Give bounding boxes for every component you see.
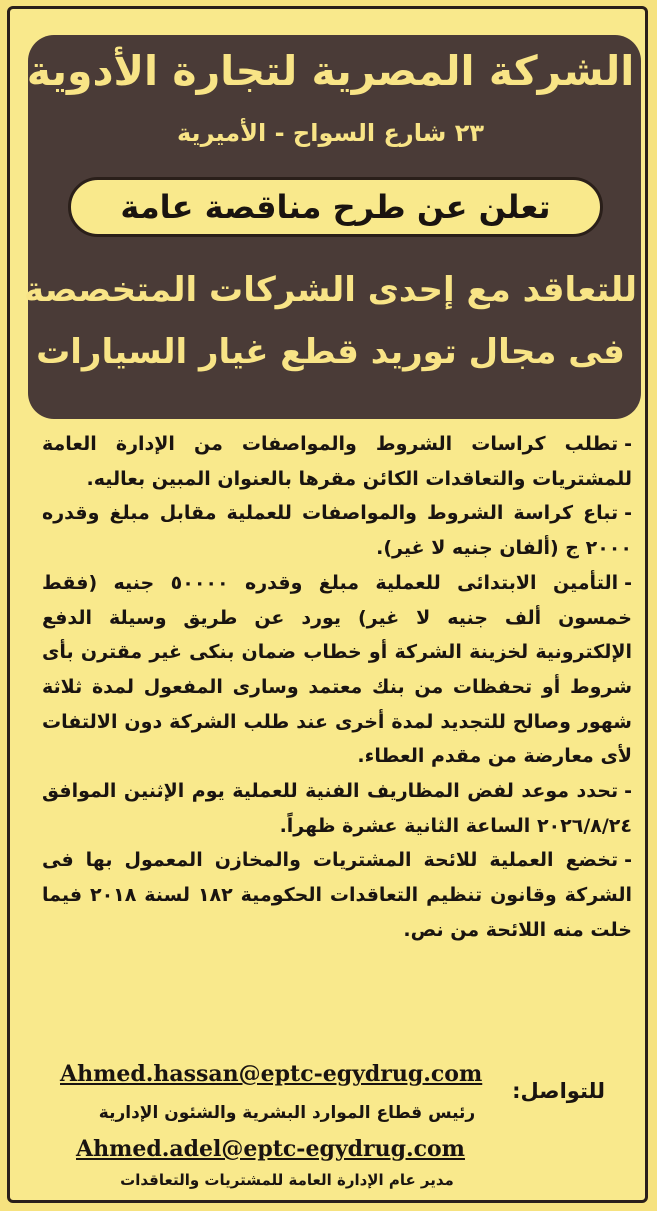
term-text: التأمين الابتدائى للعملية مبلغ وقدره ٥٠٠٠٠ جنيه (فقط خمسون ألف جنيه لا غير) يورد عن طريق وسيلة الدفع الإلكترونية لخزينة الشركة أو خطاب ضمان بنكى غير مقترن بأى شروط أو تحفظات من بنك معتمد وسارى المفعول لمدة ثلاثة شهور وصالح للتجديد لمدة أخرى عند طلب الشركة دون الالتفات لأى معارضة من مقدم العطاء.	[42, 571, 632, 768]
contact-role-2: مدير عام الإدارة العامة للمشتريات والتعاقدات	[120, 1171, 454, 1189]
company-name: الشركة المصرية لتجارة الأدوية	[26, 47, 635, 95]
contact-email-1[interactable]: Ahmed.hassan@eptc-egydrug.com	[60, 1061, 483, 1087]
term-text: تحدد موعد لفض المظاريف الفنية للعملية يوم الإثنين الموافق ٢٠٢٦/٨/٢٤ الساعة الثانية عشرة ظهراً.	[42, 780, 632, 837]
tender-purpose	[10, 259, 651, 383]
term-text: تباع كراسة الشروط والمواصفات للعملية مقابل مبلغ وقدره ٢٠٠٠ ج (ألفان جنيه لا غير).	[42, 502, 632, 560]
term-item: -تباع كراسة الشروط والمواصفات للعملية مقابل مبلغ وقدره ٢٠٠٠ ج (ألفان جنيه لا غير).	[42, 502, 632, 560]
announcement-banner: تعلن عن طرح مناقصة عامة	[68, 177, 603, 237]
tender-advertisement	[7, 6, 648, 1203]
contact-email-2[interactable]: Ahmed.adel@eptc-egydrug.com	[76, 1136, 465, 1162]
contact-role-1: رئيس قطاع الموارد البشرية والشئون الإدارية	[98, 1103, 476, 1123]
contact-label: للتواصل:	[512, 1079, 605, 1103]
term-text: تطلب كراسات الشروط والمواصفات من الإدارة العامة للمشتريات والتعاقدات الكائن مقرها بالعنوان المبين بعاليه.	[42, 433, 632, 490]
term-item: -تحدد موعد لفض المظاريف الفنية للعملية يوم الإثنين الموافق ٢٠٢٦/٨/٢٤ الساعة الثانية عشرة ظهراً.	[42, 780, 632, 837]
term-item: -تخضع العملية للائحة المشتريات والمخازن المعمول بها فى الشركة وقانون تنظيم التعاقدات الحكومية ١٨٢ لسنة ٢٠١٨ فيما خلت منه اللائحة من نص.	[42, 849, 632, 941]
terms-list	[42, 427, 632, 948]
term-item: -تطلب كراسات الشروط والمواصفات من الإدارة العامة للمشتريات والتعاقدات الكائن مقرها بالعنوان المبين بعاليه.	[42, 433, 632, 490]
purpose-line-1: للتعاقد مع إحدى الشركات المتخصصة	[23, 270, 638, 310]
term-item: -التأمين الابتدائى للعملية مبلغ وقدره ٥٠٠٠٠ جنيه (فقط خمسون ألف جنيه لا غير) يورد عن طريق وسيلة الدفع الإلكترونية لخزينة الشركة أو خطاب ضمان بنكى غير مقترن بأى شروط أو تحفظات من بنك معتمد وسارى المفعول لمدة ثلاثة شهور وصالح للتجديد لمدة أخرى عند طلب الشركة دون الالتفات لأى معارضة من مقدم العطاء.	[42, 571, 632, 768]
company-address: ٢٣ شارع السواح - الأميرية	[177, 119, 484, 147]
term-text: تخضع العملية للائحة المشتريات والمخازن المعمول بها فى الشركة وقانون تنظيم التعاقدات الحكومية ١٨٢ لسنة ٢٠١٨ فيما خلت منه اللائحة من نص.	[42, 849, 632, 941]
purpose-line-2: فى مجال توريد قطع غيار السيارات	[36, 332, 625, 372]
